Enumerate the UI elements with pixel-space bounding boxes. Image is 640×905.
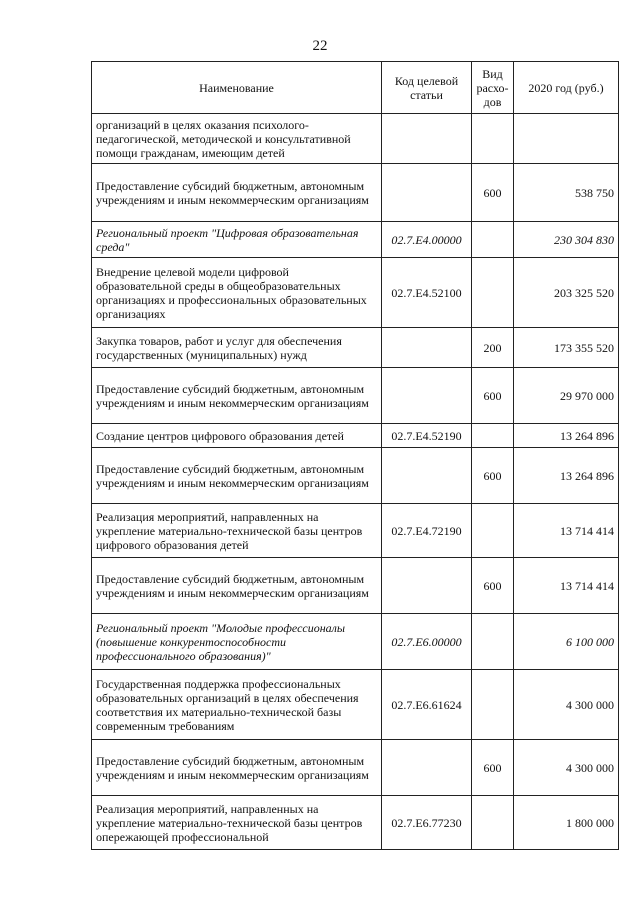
cell-code: [382, 164, 472, 222]
cell-code: 02.7.Е4.52190: [382, 424, 472, 448]
cell-name: Региональный проект "Цифровая образовательная среда": [92, 222, 382, 258]
cell-type: [472, 424, 514, 448]
table-row: [92, 328, 619, 368]
cell-code: [382, 448, 472, 504]
cell-name: Предоставление субсидий бюджетным, автономным учреждениям и иным некоммерческим организациям: [92, 368, 382, 424]
cell-code: 02.7.Е6.00000: [382, 614, 472, 670]
cell-amount: 538 750: [514, 164, 619, 222]
table-row: [92, 670, 619, 740]
cell-amount: 173 355 520: [514, 328, 619, 368]
cell-amount: 230 304 830: [514, 222, 619, 258]
cell-amount: 29 970 000: [514, 368, 619, 424]
cell-code: [382, 368, 472, 424]
cell-name: Предоставление субсидий бюджетным, автономным учреждениям и иным некоммерческим организациям: [92, 164, 382, 222]
cell-name: Реализация мероприятий, направленных на укрепление материально-технической базы центров опережающей профессиональной: [92, 796, 382, 850]
cell-amount: 13 714 414: [514, 558, 619, 614]
table-body: [92, 114, 619, 850]
cell-amount: 1 800 000: [514, 796, 619, 850]
table-row: [92, 740, 619, 796]
cell-name: Предоставление субсидий бюджетным, автономным учреждениям и иным некоммерческим организациям: [92, 558, 382, 614]
table-header-row: [92, 62, 619, 114]
table-row: [92, 114, 619, 164]
cell-type: [472, 222, 514, 258]
cell-type: 200: [472, 328, 514, 368]
cell-type: [472, 504, 514, 558]
table-row: [92, 258, 619, 328]
cell-code: 02.7.Е4.72190: [382, 504, 472, 558]
cell-amount: 4 300 000: [514, 670, 619, 740]
table-row: [92, 368, 619, 424]
cell-amount: 6 100 000: [514, 614, 619, 670]
table-row: [92, 558, 619, 614]
cell-type: [472, 114, 514, 164]
table-row: [92, 504, 619, 558]
cell-code: [382, 740, 472, 796]
cell-type: [472, 796, 514, 850]
table-row: [92, 222, 619, 258]
budget-table: [91, 61, 619, 850]
page-number: 22: [312, 38, 328, 54]
cell-code: [382, 114, 472, 164]
header-name: Наименование: [92, 62, 382, 114]
cell-code: 02.7.Е4.52100: [382, 258, 472, 328]
cell-amount: 13 264 896: [514, 448, 619, 504]
cell-name: Внедрение целевой модели цифровой образовательной среды в общеобразовательных организациях и профессиональных образовательных организациях: [92, 258, 382, 328]
cell-type: [472, 258, 514, 328]
cell-name: Предоставление субсидий бюджетным, автономным учреждениям и иным некоммерческим организациям: [92, 448, 382, 504]
table-row: [92, 796, 619, 850]
cell-code: 02.7.Е6.77230: [382, 796, 472, 850]
header-code: Код целевой статьи: [382, 62, 472, 114]
cell-amount: 203 325 520: [514, 258, 619, 328]
cell-type: 600: [472, 448, 514, 504]
cell-name: Создание центров цифрового образования детей: [92, 424, 382, 448]
cell-type: 600: [472, 740, 514, 796]
cell-amount: [514, 114, 619, 164]
cell-amount: 13 714 414: [514, 504, 619, 558]
cell-name: Реализация мероприятий, направленных на укрепление материально-технической базы центров цифрового образования детей: [92, 504, 382, 558]
cell-type: 600: [472, 164, 514, 222]
cell-type: [472, 670, 514, 740]
cell-name: организаций в целях оказания психолого-педагогической, методической и консультативной помощи гражданам, имеющим детей: [92, 114, 382, 164]
cell-name: Закупка товаров, работ и услуг для обеспечения государственных (муниципальных) нужд: [92, 328, 382, 368]
cell-type: [472, 614, 514, 670]
cell-name: Государственная поддержка профессиональных образовательных организаций в целях обеспечения соответствия их материально-технической базы современным требованиям: [92, 670, 382, 740]
table-row: [92, 164, 619, 222]
cell-name: Региональный проект "Молодые профессионалы (повышение конкурентоспособности профессионального образования)": [92, 614, 382, 670]
cell-code: [382, 558, 472, 614]
cell-amount: 4 300 000: [514, 740, 619, 796]
cell-type: 600: [472, 368, 514, 424]
cell-code: [382, 328, 472, 368]
header-type: Вид расхо-дов: [472, 62, 514, 114]
table-row: [92, 614, 619, 670]
cell-code: 02.7.Е4.00000: [382, 222, 472, 258]
cell-code: 02.7.Е6.61624: [382, 670, 472, 740]
cell-type: 600: [472, 558, 514, 614]
table-row: [92, 448, 619, 504]
table-row: [92, 424, 619, 448]
cell-amount: 13 264 896: [514, 424, 619, 448]
header-amount: 2020 год (руб.): [514, 62, 619, 114]
cell-name: Предоставление субсидий бюджетным, автономным учреждениям и иным некоммерческим организациям: [92, 740, 382, 796]
